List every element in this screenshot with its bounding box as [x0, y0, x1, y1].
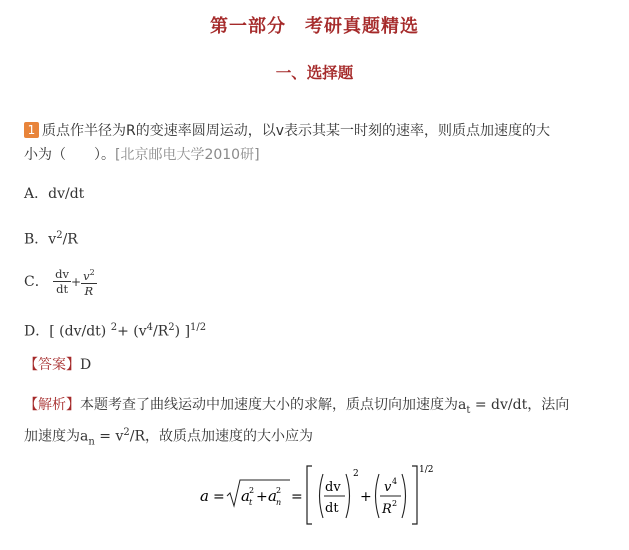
formula-R: R: [382, 502, 392, 517]
formula-v-sup: 4: [392, 477, 398, 486]
option-d-s3: 2: [168, 322, 175, 333]
formula-lhs: a: [200, 487, 209, 505]
option-c-frac2-num-wrap: [81, 266, 97, 284]
formula-at-sup: 2: [249, 486, 255, 495]
question-text-line1: 质点作半径为R的变速率圆周运动，以v表示其某一时刻的速率，则质点加速度的大: [42, 123, 551, 139]
answer-label: 【答案】: [24, 357, 80, 373]
option-c-frac2-num: v: [83, 268, 90, 283]
option-a-letter: A．: [24, 186, 49, 202]
acceleration-formula: [190, 460, 450, 530]
question-number-badge: 1: [24, 122, 39, 138]
analysis-an-eq: = v: [94, 428, 124, 445]
analysis-text-2-end: ，故质点加速度的大小应为: [145, 428, 313, 445]
option-c-fraction-1: [53, 267, 71, 296]
formula-an-sub: n: [276, 498, 282, 507]
formula-plus1: +: [256, 489, 268, 505]
option-d-s2: 4: [146, 322, 154, 333]
analysis-at-sub: t: [466, 404, 471, 416]
option-d-s1: 2: [110, 322, 118, 333]
option-b-tail: /R: [62, 231, 78, 248]
question-line-1: [24, 120, 550, 142]
analysis-text-1: 本题考查了曲线运动中加速度大小的求解，质点切向加速度为: [80, 397, 458, 413]
question-text-line2: 小为（ ）。: [24, 147, 115, 163]
option-c-frac2-sup: 2: [89, 268, 95, 277]
formula-right-paren2: [402, 474, 406, 518]
formula-R-sup: 2: [392, 499, 398, 508]
analysis-at: a: [458, 397, 467, 413]
option-a-text: dv/dt: [48, 186, 85, 202]
formula-at: a: [241, 487, 250, 505]
option-d-letter: D．: [24, 323, 50, 340]
option-d-t4: ) ]: [174, 323, 191, 340]
option-c-frac2-den: R: [84, 283, 94, 298]
analysis-line-2: [24, 422, 313, 453]
analysis-line-1: [24, 394, 569, 422]
option-a[interactable]: [24, 184, 84, 204]
option-d-t3: /R: [153, 323, 169, 340]
option-c-letter: C．: [24, 273, 49, 290]
formula-eq2: =: [291, 489, 303, 505]
formula-outer-exp: 1/2: [419, 465, 434, 475]
analysis-text-1-end: ，法向: [527, 397, 570, 413]
part-title: 第一部分 考研真题精选: [210, 16, 419, 37]
analysis-an-eq2: /R: [129, 428, 145, 445]
section-title: 一、选择题: [275, 64, 354, 82]
analysis-an-sup: 2: [123, 427, 130, 438]
formula-sq: 2: [353, 469, 359, 479]
option-b-sup: 2: [56, 230, 63, 241]
formula-an: a: [268, 487, 277, 505]
formula-left-bracket: [307, 466, 312, 524]
formula-dv: dv: [325, 480, 341, 495]
formula-left-paren1: [320, 474, 324, 518]
option-d-s4: 1/2: [190, 322, 207, 333]
formula-at-sub: t: [249, 498, 253, 507]
formula-eq1: =: [213, 489, 225, 505]
option-b[interactable]: [24, 226, 78, 250]
question-line-2: [24, 144, 260, 166]
formula-right-paren1: [346, 474, 350, 518]
option-c-frac1-num: dv: [55, 267, 70, 282]
formula-v: v: [384, 480, 392, 495]
analysis-an: a: [80, 428, 89, 445]
option-d-t1: [ (dv/dt): [49, 323, 111, 340]
option-c-plus: +: [71, 274, 82, 289]
formula-dt: dt: [325, 501, 339, 516]
answer-value: D: [80, 357, 92, 373]
analysis-an-sub: n: [88, 436, 95, 448]
option-c[interactable]: [24, 266, 97, 298]
question-source: [北京邮电大学2010研]: [115, 147, 260, 163]
formula-left-paren2: [376, 474, 380, 518]
formula-right-bracket: [412, 466, 417, 524]
option-b-text: v: [48, 231, 57, 248]
option-b-letter: B．: [24, 231, 49, 248]
option-c-fraction-2: [81, 266, 97, 298]
analysis-at-eq: = dv/dt: [470, 397, 528, 413]
formula-an-sup: 2: [276, 486, 282, 495]
formula-plus2: +: [360, 489, 372, 505]
option-c-frac1-den: dt: [56, 282, 69, 297]
analysis-label: 【解析】: [24, 397, 80, 413]
answer-line: [24, 354, 91, 376]
option-d[interactable]: [24, 318, 206, 342]
analysis-text-2: 加速度为: [24, 428, 80, 445]
option-d-t2: + (v: [117, 323, 147, 340]
